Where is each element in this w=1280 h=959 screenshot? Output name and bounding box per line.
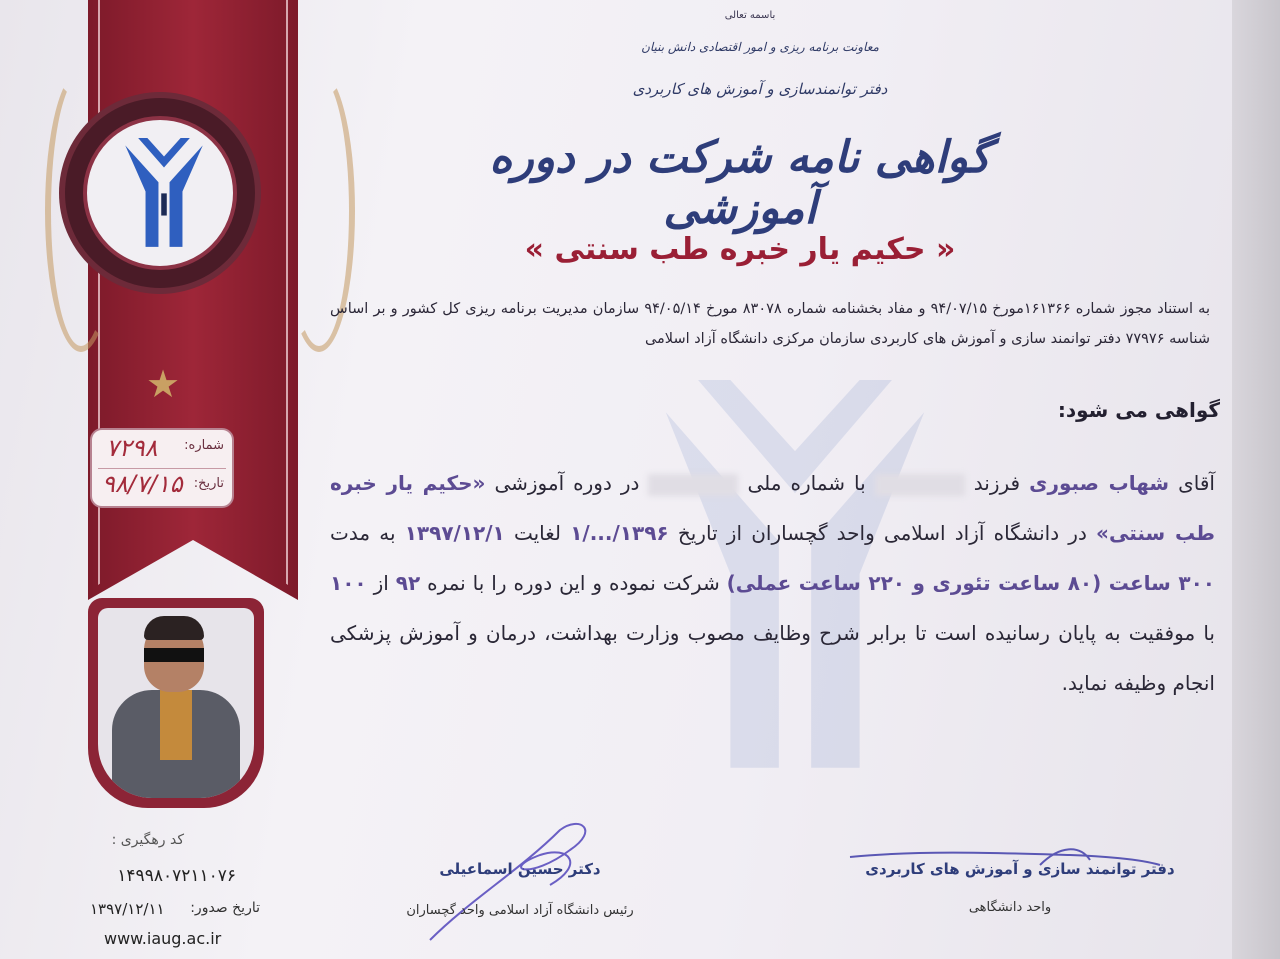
bismillah: باسمه تعالی <box>724 10 776 21</box>
start-date: ۱۳۹۶/.../۱ <box>570 521 669 545</box>
certificate-number-box <box>90 428 234 508</box>
org-line-2: دفتر توانمندسازی و آموزش های کاربردی <box>632 80 888 98</box>
date-label: تاریخ: <box>193 476 224 491</box>
number-label: شماره: <box>184 438 224 453</box>
body-text-2: فرزند <box>964 471 1030 495</box>
left-signatory-name: دکتر حسین اسماعیلی <box>439 860 601 878</box>
end-date: ۱۳۹۷/۱۲/۱ <box>404 521 505 545</box>
body-text-7: به مدت <box>330 521 405 545</box>
intro-paragraph: به استناد مجوز شماره ۱۶۱۳۶۶مورخ ۹۴/۰۷/۱۵ و مفاد بخشنامه شماره ۸۳۰۷۸ مورخ ۹۴/۰۵/۱۴ سازمان مدیریت برنامه ریزی کل کشور و بر اساس شناسه ۷۷۹۷۶ دفتر توانمند سازی و آموزش های کاربردی سازمان مرکزی دانشگاه آزاد اسلامی <box>330 301 1210 347</box>
number-value: ۷۲۹۸ <box>106 434 158 462</box>
body-text-3: با شماره ملی <box>738 471 875 495</box>
holder-photo <box>98 608 254 798</box>
hours-detail: (۸۰ ساعت تئوری و ۲۲۰ ساعت عملی) <box>726 571 1109 595</box>
issue-date-value: ۱۳۹۷/۱۲/۱۱ <box>90 900 165 918</box>
paper-edge <box>1232 0 1280 959</box>
university-logo-icon <box>117 138 211 258</box>
course-title: « حکیم یار خبره طب سنتی » <box>524 232 956 267</box>
right-signatory-role: واحد دانشگاهی <box>968 900 1052 915</box>
max-score: ۱۰۰ <box>330 571 367 595</box>
body-course-name: «حکیم یار خبره طب سنتی» <box>330 471 1215 545</box>
photo-eye-censor-bar <box>144 648 204 662</box>
body-text-9: از <box>366 571 396 595</box>
website-link[interactable]: www.iaug.ac.ir <box>104 929 222 948</box>
photo-shirt <box>160 690 192 760</box>
photo-frame <box>88 598 264 808</box>
date-value: ۹۸/۷/۱۵ <box>102 470 183 498</box>
body-text-5: در دانشگاه آزاد اسلامی واحد گچساران از تاریخ <box>668 521 1097 545</box>
photo-hair <box>144 616 204 640</box>
number-box-divider <box>98 468 226 469</box>
holder-name: شهاب صبوری <box>1029 471 1170 495</box>
university-seal <box>65 98 255 288</box>
body-text-4: در دوره آموزشی <box>485 471 649 495</box>
certificate-body <box>330 458 1215 708</box>
certify-heading: گواهی می شود: <box>1057 398 1220 422</box>
certificate-title: گواهی نامه شرکت در دوره آموزشی <box>489 132 991 234</box>
body-text-6: لغایت <box>504 521 571 545</box>
tracking-code: ۱۴۹۹۸۰۷۲۱۱۰۷۶ <box>117 866 236 886</box>
star-icon: ★ <box>146 362 181 406</box>
right-signatory-name: دفتر توانمند سازی و آموزش های کاربردی <box>865 860 1175 878</box>
body-text-8: شرکت نموده و این دوره را با نمره <box>420 571 727 595</box>
body-text-10: با موفقیت به پایان رسانیده است تا برابر شرح وظایف مصوب وزارت بهداشت، درمان و آموزش پزشکی انجام وظیفه نماید. <box>330 621 1215 695</box>
left-signatory-role: رئیس دانشگاه آزاد اسلامی واحد گچساران <box>406 903 634 918</box>
body-text-1: آقای <box>1169 471 1215 495</box>
tracking-label: کد رهگیری : <box>111 832 184 848</box>
issue-date-label: تاریخ صدور: <box>190 900 260 916</box>
seal-ring <box>83 116 237 270</box>
signature-scribble-left <box>410 810 610 950</box>
score: ۹۲ <box>395 571 421 595</box>
redacted-national-id <box>648 474 738 496</box>
course-hours: ۳۰۰ ساعت <box>1108 571 1215 595</box>
redacted-father-name <box>875 474 965 496</box>
org-line-1: معاونت برنامه ریزی و امور اقتصادی دانش بنیان <box>641 40 879 54</box>
